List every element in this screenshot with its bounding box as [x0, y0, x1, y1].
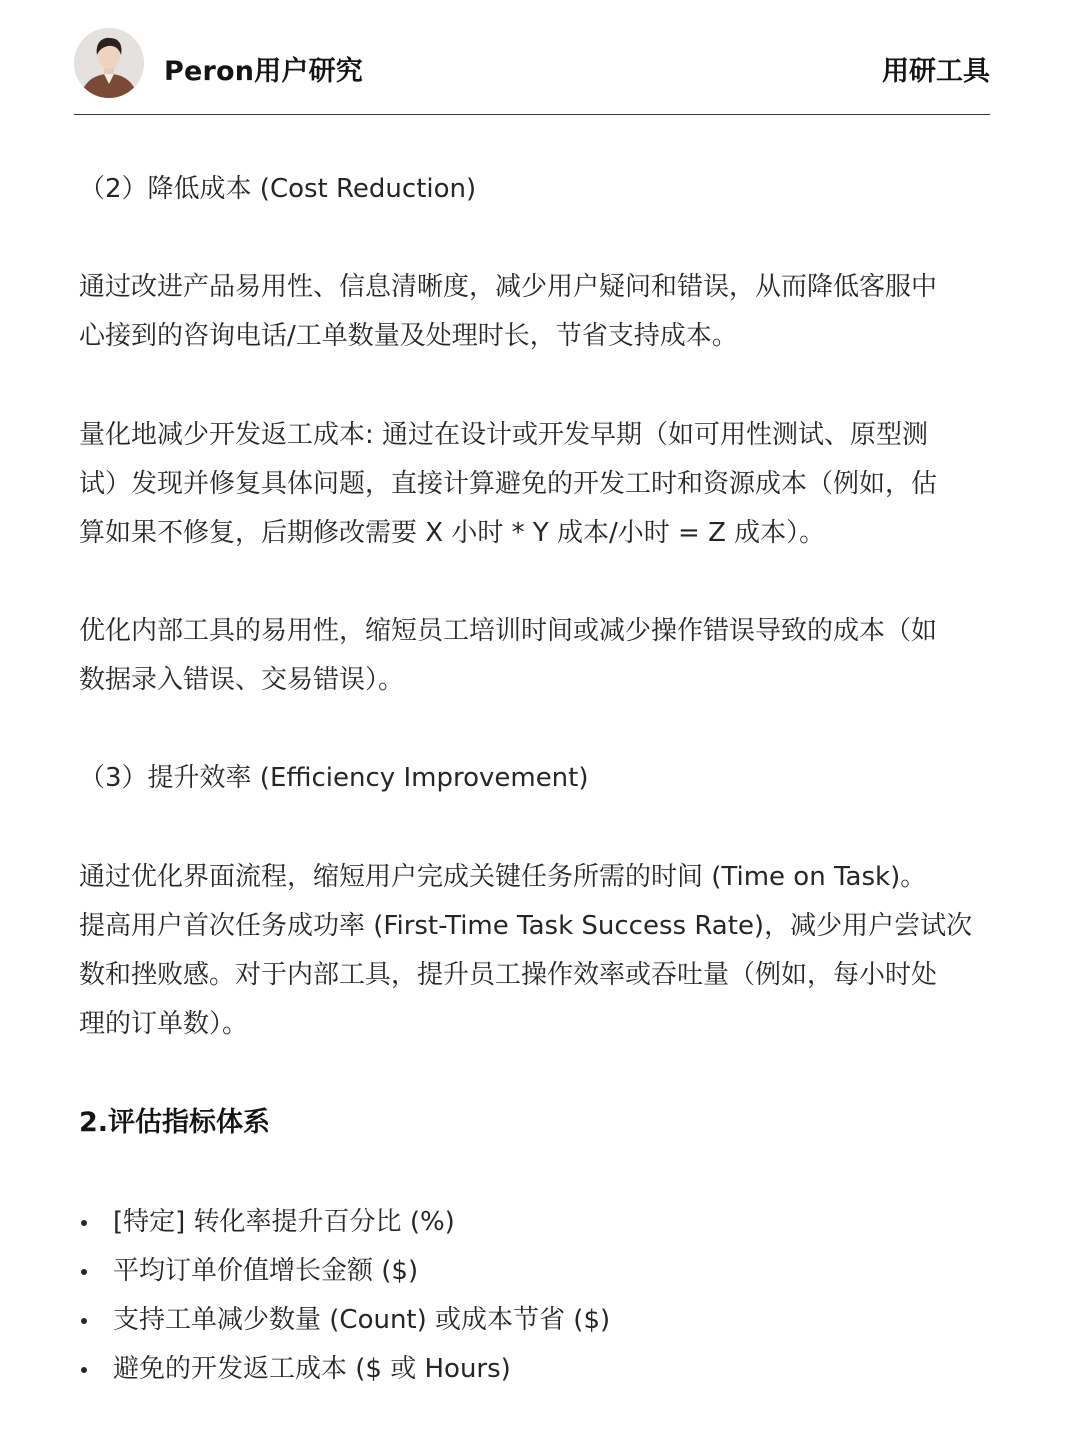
list-item-text: 避免的开发返工成本 ($ 或 Hours) — [113, 1354, 511, 1384]
bullet-icon — [81, 1269, 87, 1275]
subsection-title-efficiency: （3）提升效率 (Efficiency Improvement) — [79, 763, 589, 793]
paragraph-internal-tools: 优化内部工具的易用性，缩短员工培训时间或减少操作错误导致的成本（如 数据录入错误、交易错误）。 — [79, 616, 938, 695]
list-item — [79, 1247, 610, 1296]
section-title-metrics: 2.评估指标体系 — [79, 1107, 271, 1138]
avatar[interactable] — [74, 28, 144, 98]
metrics-list — [79, 1198, 610, 1394]
page-header — [74, 28, 990, 115]
paragraph-support-cost: 通过改进产品易用性、信息清晰度，减少用户疑问和错误，从而降低客服中 心接到的咨询电话/工单数量及处理时长，节省支持成本。 — [79, 272, 938, 351]
list-item-text: 平均订单价值增长金额 ($) — [113, 1256, 419, 1286]
bullet-icon — [81, 1318, 87, 1324]
paragraph-rework-cost: 量化地减少开发返工成本: 通过在设计或开发早期（如可用性测试、原型测 试）发现并修复具体问题，直接计算避免的开发工时和资源成本（例如，估 算如果不修复，后期修改需要 X 小时 * Y 成本/小时 = Z 成本）。 — [79, 420, 938, 548]
list-item — [79, 1345, 610, 1394]
avatar-portrait-icon — [74, 28, 144, 98]
list-item — [79, 1296, 610, 1345]
list-item-text: [特定] 转化率提升百分比 (%) — [113, 1207, 455, 1237]
subsection-title-cost-reduction: （2）降低成本 (Cost Reduction) — [79, 174, 477, 204]
section-tag: 用研工具 — [882, 56, 990, 87]
paragraph-efficiency: 通过优化界面流程，缩短用户完成关键任务所需的时间 (Time on Task)。 提高用户首次任务成功率 (First-Time Task Success Rate)，减少用户尝试次 数和挫败感。对于内部工具，提升员工操作效率或吞吐量（例如，每小时处 理的订单数）。 — [79, 862, 973, 1039]
list-item-text: 支持工单减少数量 (Count) 或成本节省 ($) — [113, 1305, 611, 1335]
bullet-icon — [81, 1220, 87, 1226]
bullet-icon — [81, 1367, 87, 1373]
author-name[interactable]: Peron用户研究 — [164, 56, 363, 87]
list-item — [79, 1198, 610, 1247]
